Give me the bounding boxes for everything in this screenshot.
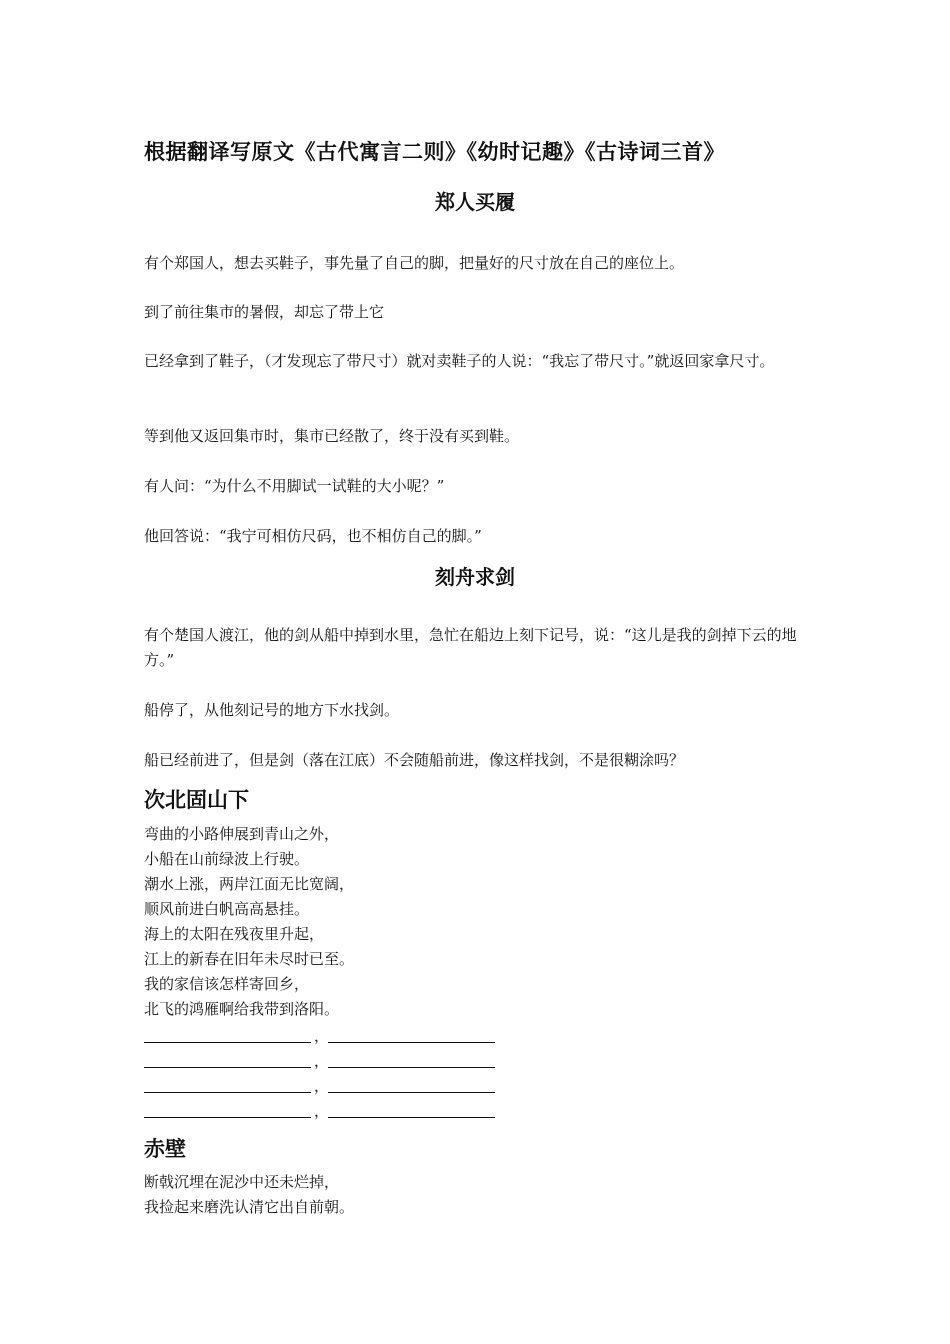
blank-separator: ， [314,1102,330,1120]
answer-blank-row [144,1099,504,1121]
story1-paragraph: 有个郑国人，想去买鞋子，事先量了自己的脚，把量好的尺寸放在自己的座位上。 [144,254,685,272]
poem1-line: 弯曲的小路伸展到青山之外， [144,825,340,843]
answer-blank-row [144,1024,504,1046]
poem1-translation [144,822,544,1022]
story2-paragraph: 船已经前进了，但是剑（落在江底）不会随船前进，像这样找剑，不是很糊涂吗？ [144,751,685,769]
poem1-line: 海上的太阳在残夜里升起， [144,925,325,943]
document-title: 根据翻译写原文《古代寓言二则》《幼时记趣》《古诗词三首》 [144,139,725,164]
poem-title-ci-beigushan-xia: 次北固山下 [144,788,249,812]
poem1-line: 潮水上涨，两岸江面无比宽阔， [144,875,355,893]
answer-blank[interactable] [328,1067,495,1068]
blank-separator: ， [314,1052,330,1070]
answer-blank-row [144,1074,504,1096]
answer-blank[interactable] [144,1067,311,1068]
answer-blank[interactable] [144,1092,311,1093]
poem1-line: 顺风前进白帆高高悬挂。 [144,900,310,918]
story-title-zhengren-maili: 郑人买履 [435,190,515,214]
poem1-line: 我的家信该怎样寄回乡， [144,975,310,993]
answer-blank[interactable] [144,1042,311,1043]
story1-paragraph: 到了前往集市的暑假，却忘了带上它 [144,303,385,321]
story-title-kezhou-qiujian: 刻舟求剑 [435,565,515,589]
story1-paragraph: 已经拿到了鞋子，（才发现忘了带尺寸）就对卖鞋子的人说：“我忘了带尺寸。”就返回家拿尺寸。 [144,352,775,370]
story1-paragraph: 有人问：“为什么不用脚试一试鞋的大小呢？” [144,477,445,495]
answer-blank[interactable] [328,1117,495,1118]
blank-separator: ， [314,1077,330,1095]
poem2-line: 断戟沉埋在泥沙中还未烂掉， [144,1173,340,1191]
blank-separator: ， [314,1027,330,1045]
answer-blank-row [144,1049,504,1071]
poem2-line: 我捡起来磨洗认清它出自前朝。 [144,1198,355,1216]
answer-blank[interactable] [144,1117,311,1118]
answer-blank[interactable] [328,1092,495,1093]
poem2-translation [144,1170,544,1220]
story1-paragraph: 等到他又返回集市时，集市已经散了，终于没有买到鞋。 [144,427,520,445]
story2-paragraph: 有个楚国人渡江，他的剑从船中掉到水里，急忙在船边上刻下记号，说：“这儿是我的剑掉下云的地方。” [144,626,797,669]
answer-blank[interactable] [328,1042,495,1043]
poem-title-chibi: 赤壁 [144,1137,186,1161]
poem1-line: 小船在山前绿波上行驶。 [144,850,310,868]
story2-paragraph: 船停了，从他刻记号的地方下水找剑。 [144,701,400,719]
story1-paragraph: 他回答说：“我宁可相仿尺码，也不相仿自己的脚。” [144,527,482,545]
poem1-line: 北飞的鸿雁啊给我带到洛阳。 [144,1000,340,1018]
poem1-line: 江上的新春在旧年未尽时已至。 [144,950,355,968]
